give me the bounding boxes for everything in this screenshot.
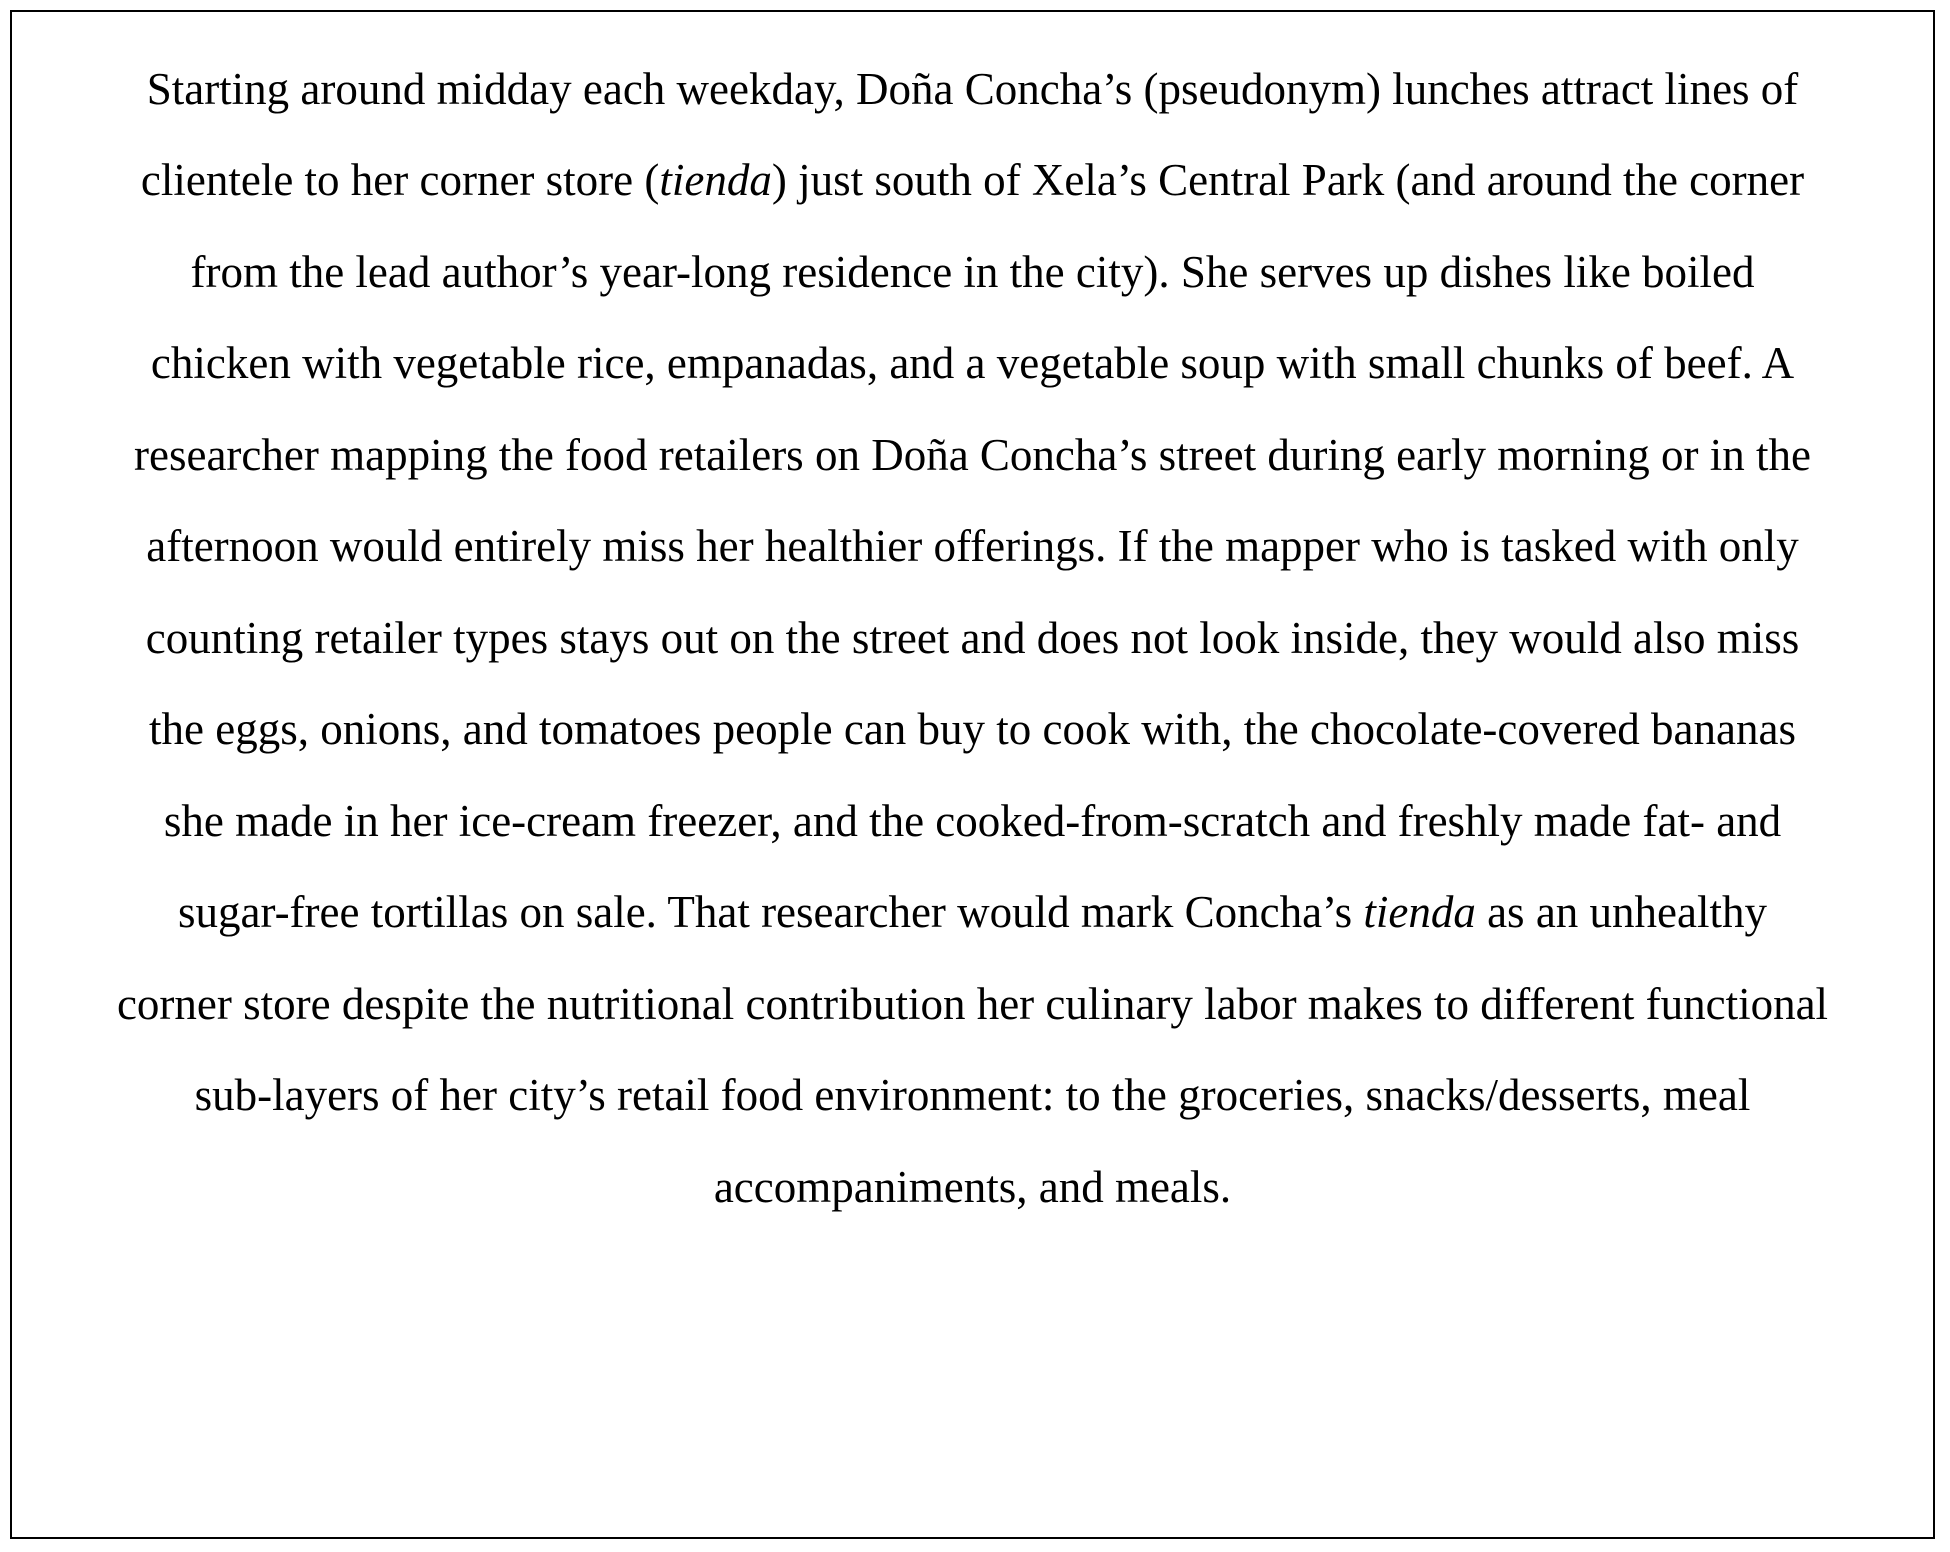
line-text: sugar-free tortillas on sale. That researcher would mark Concha’s (178, 887, 1364, 937)
paragraph-line: Starting around midday each weekday, Doña Concha’s (pseudonym) lunches attract lines of (146, 64, 1799, 114)
paragraph-line (12, 152, 1933, 208)
italic-term: tienda (659, 155, 772, 205)
paragraph-line: sub-layers of her city’s retail food environment: to the groceries, snacks/desserts, meal (194, 1070, 1751, 1120)
paragraph-line: she made in her ice-cream freezer, and the cooked-from-scratch and freshly made fat- and (163, 796, 1782, 846)
paragraph-line: accompaniments, and meals. (713, 1162, 1232, 1212)
paragraph-line: corner store despite the nutritional contribution her culinary labor makes to different functional (116, 979, 1829, 1029)
paragraph-line (12, 884, 1933, 940)
line-text: as an unhealthy (1475, 887, 1767, 937)
line-text: ) just south of Xela’s Central Park (and around the corner (771, 155, 1805, 205)
line-text: clientele to her corner store ( (140, 155, 660, 205)
text-box-frame (10, 10, 1935, 1539)
paragraph-line: chicken with vegetable rice, empanadas, and a vegetable soup with small chunks of beef. A (150, 338, 1795, 388)
paragraph-line: counting retailer types stays out on the street and does not look inside, they would also miss (145, 613, 1800, 663)
paragraph-line: from the lead author’s year-long residence in the city). She serves up dishes like boiled (190, 247, 1755, 297)
paragraph-line: researcher mapping the food retailers on Doña Concha’s street during early morning or in the (134, 430, 1811, 480)
paragraph-line: the eggs, onions, and tomatoes people can buy to cook with, the chocolate-covered bananas (149, 704, 1796, 754)
paragraph-line: afternoon would entirely miss her healthier offerings. If the mapper who is tasked with only (146, 521, 1799, 571)
italic-term: tienda (1363, 887, 1476, 937)
